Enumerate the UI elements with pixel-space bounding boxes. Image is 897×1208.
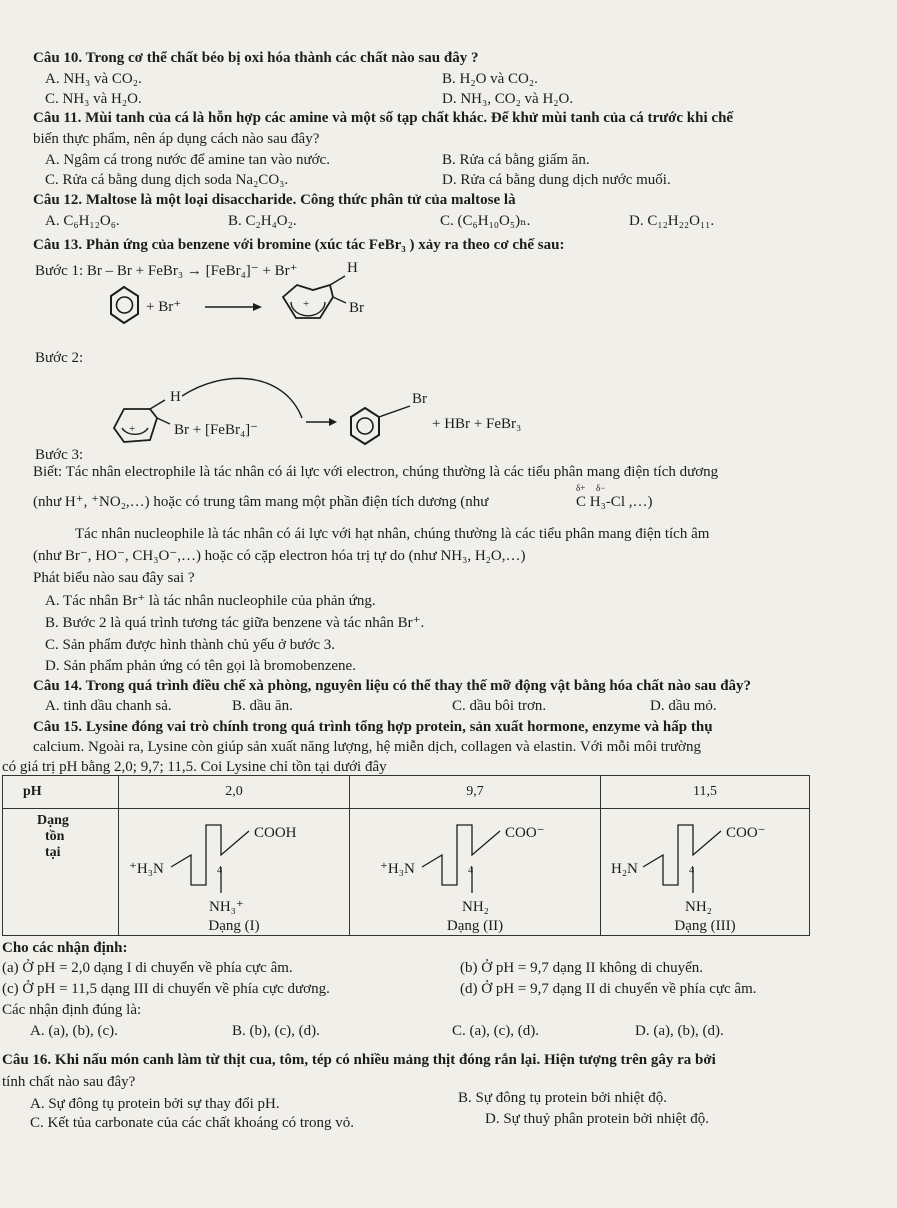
svg-text:NH₃⁺: NH₃⁺ — [209, 899, 244, 915]
svg-text:4: 4 — [468, 865, 473, 876]
svg-text:+: + — [303, 298, 310, 310]
q15-option-c: C. (a), (c), (d). — [452, 1023, 540, 1039]
q13-question: Phát biểu nào sau đây sai ? — [33, 570, 195, 586]
svg-text:COOH: COOH — [254, 825, 297, 841]
q11-stem-line1: Câu 11. Mùi tanh của cá là hỗn hợp các amine và một số tạp chất khác. Để khử mùi tanh của cá trước khi chế — [33, 110, 734, 126]
mechanism-diagram — [0, 0, 897, 470]
q16-stem-line2: tính chất nào sau đây? — [2, 1074, 136, 1090]
q15-statement-a: (a) Ở pH = 2,0 dạng I di chuyển về phía cực âm. — [2, 960, 293, 976]
svg-text:Br: Br — [349, 300, 364, 316]
q13-step1: Bước 1: Br – Br + FeBr₃ → [FeBr₄]⁻ + Br⁺ — [35, 263, 298, 279]
q10-option-a: A. NH₃ và CO₂. — [45, 71, 142, 87]
q12-option-c: C. (C₆H₁₀O₅)ₙ. — [440, 213, 531, 229]
structure-cell-2 — [350, 809, 601, 936]
form-header: Dạng tồn tại — [3, 809, 119, 936]
svg-text:⁺H₃N: ⁺H₃N — [129, 861, 164, 877]
svg-text:4: 4 — [217, 865, 222, 876]
q16-option-b: B. Sự đông tụ protein bởi nhiệt độ. — [458, 1090, 667, 1106]
q13-option-b: B. Bước 2 là quá trình tương tác giữa benzene và tác nhân Br⁺. — [45, 615, 425, 631]
sigma-complex — [283, 260, 364, 318]
q15-statements-intro: Cho các nhận định: — [2, 940, 128, 956]
form-row — [3, 809, 810, 936]
step3-products: + HBr + FeBr₃ — [432, 416, 522, 432]
q13-option-c: C. Sản phẩm được hình thành chủ yếu ở bước 3. — [45, 637, 336, 653]
step3-sigma-complex — [114, 389, 258, 442]
lysine-structure-ii — [350, 809, 600, 921]
structure-cell-3 — [601, 809, 810, 936]
q10-option-d: D. NH₃, CO₂ và H₂O. — [442, 91, 574, 107]
q15-statement-c: (c) Ở pH = 11,5 dạng III di chuyển về phía cực dương. — [2, 981, 330, 997]
form-name-2: Dạng (II) — [446, 918, 504, 934]
svg-text:H₂N: H₂N — [611, 861, 638, 877]
curved-electron-arrow — [182, 378, 302, 418]
q13-info-line4: (như Br⁻, HO⁻, CH₃O⁻,…) hoặc có cặp electron hóa trị tự do (như NH₃, H₂O,…) — [33, 548, 526, 564]
q13-step2-label: Bước 2: — [35, 350, 84, 366]
form-name-1: Dạng (I) — [208, 918, 260, 934]
lysine-structure-iii — [601, 809, 809, 921]
ph-row — [3, 776, 810, 809]
q14-stem: Câu 14. Trong quá trình điều chế xà phòng, nguyên liệu có thể thay thế mỡ động vật bằng hóa chất nào sau đây? — [33, 678, 752, 694]
q15-statement-b: (b) Ở pH = 9,7 dạng II không di chuyển. — [460, 960, 703, 976]
reaction-arrow — [205, 303, 262, 311]
q13-info-line1: Biết: Tác nhân electrophile là tác nhân có ái lực với electron, chúng thường là các tiểu phân mang điện tích dương — [33, 464, 719, 480]
svg-text:COO⁻: COO⁻ — [505, 825, 545, 841]
q13-step3-label: Bước 3: — [35, 447, 84, 463]
q12-option-d: D. C₁₂H₂₂O₁₁. — [629, 213, 715, 229]
lysine-table — [2, 775, 810, 936]
q15-stem-line2: calcium. Ngoài ra, Lysine còn giúp sản xuất năng lượng, hệ miễn dịch, collagen và elastin. Với mỗi môi trường — [33, 739, 701, 755]
q13-info-line3: Tác nhân nucleophile là tác nhân có ái lực với hạt nhân, chúng thường là các tiểu phân mang điện tích âm — [75, 526, 710, 542]
q16-stem-line1: Câu 16. Khi nấu món canh làm từ thịt cua, tôm, tép có nhiều mảng thịt đóng rắn lại. Hiện tượng trên gây ra bởi — [2, 1052, 716, 1068]
q15-stem-line3: có giá trị pH bằng 2,0; 9,7; 11,5. Coi Lysine chỉ tồn tại dưới đây — [2, 759, 387, 775]
q13-option-a: A. Tác nhân Br⁺ là tác nhân nucleophile của phản ứng. — [45, 593, 376, 609]
q11-option-a: A. Ngâm cá trong nước để amine tan vào nước. — [45, 152, 330, 168]
q13-stem: Câu 13. Phản ứng của benzene với bromine (xúc tác FeBr₃ ) xảy ra theo cơ chế sau: — [33, 237, 565, 253]
svg-text:COO⁻: COO⁻ — [726, 825, 766, 841]
q11-option-b: B. Rửa cá bằng giấm ăn. — [442, 152, 590, 168]
ph-value-2: 9,7 — [350, 776, 601, 809]
benzene-ring — [111, 287, 138, 323]
q10-option-c: C. NH₃ và H₂O. — [45, 91, 142, 107]
svg-text:NH₂: NH₂ — [462, 899, 489, 915]
q16-option-a: A. Sự đông tụ protein bởi sự thay đổi pH. — [30, 1096, 280, 1112]
q13-info-line2: (như H⁺, ⁺NO₂,…) hoặc có trung tâm mang một phần điện tích dương (như — [33, 494, 489, 510]
q13-option-d: D. Sản phẩm phản ứng có tên gọi là bromobenzene. — [45, 658, 356, 674]
q14-option-d: D. dầu mỏ. — [650, 698, 717, 714]
q10-option-b: B. H₂O và CO₂. — [442, 71, 538, 87]
q15-statement-d: (d) Ở pH = 9,7 dạng II di chuyển về phía cực âm. — [460, 981, 757, 997]
q16-option-d: D. Sự thuỷ phân protein bởi nhiệt độ. — [485, 1111, 709, 1127]
q13-info-formula: C H₃-Cl ,…) — [576, 494, 653, 510]
step3-arrow — [306, 418, 337, 426]
q12-option-a: A. C₆H₁₂O₆. — [45, 213, 120, 229]
delta-plus: δ+ — [576, 483, 586, 493]
q12-option-b: B. C₂H₄O₂. — [228, 213, 297, 229]
svg-text:4: 4 — [689, 865, 694, 876]
q10-stem: Câu 10. Trong cơ thể chất béo bị oxi hóa thành các chất nào sau đây ? — [33, 50, 479, 66]
q15-stem-line1: Câu 15. Lysine đóng vai trò chính trong quá trình tổng hợp protein, sản xuất hormone, enzyme và hấp thụ — [33, 719, 713, 735]
lysine-structure-i — [119, 809, 349, 921]
q16-option-c: C. Kết tủa carbonate của các chất khoáng có trong vỏ. — [30, 1115, 355, 1131]
q15-option-b: B. (b), (c), (d). — [232, 1023, 320, 1039]
svg-text:Br: Br — [412, 391, 427, 407]
svg-text:H: H — [170, 389, 181, 405]
q14-option-b: B. dầu ăn. — [232, 698, 293, 714]
q11-stem-line2: biến thực phẩm, nên áp dụng cách nào sau đây? — [33, 131, 320, 147]
delta-minus: δ− — [596, 483, 606, 493]
ph-value-1: 2,0 — [119, 776, 350, 809]
structure-cell-1 — [119, 809, 350, 936]
q14-option-c: C. dầu bôi trơn. — [452, 698, 547, 714]
q15-option-d: D. (a), (b), (d). — [635, 1023, 724, 1039]
svg-text:Br + [FeBr₄]⁻: Br + [FeBr₄]⁻ — [174, 422, 259, 438]
svg-text:+: + — [129, 423, 136, 435]
svg-text:NH₂: NH₂ — [685, 899, 712, 915]
q12-stem: Câu 12. Maltose là một loại disaccharide. Công thức phân tử của maltose là — [33, 192, 516, 208]
svg-text:H: H — [347, 260, 358, 276]
q11-option-d: D. Rửa cá bằng dung dịch nước muối. — [442, 172, 671, 188]
bromobenzene — [351, 391, 427, 444]
step2-plus-br: + Br⁺ — [146, 299, 182, 315]
ph-header: pH — [3, 776, 119, 809]
q11-option-c: C. Rửa cá bằng dung dịch soda Na₂CO₃. — [45, 172, 289, 188]
svg-text:⁺H₃N: ⁺H₃N — [380, 861, 415, 877]
q15-question: Các nhận định đúng là: — [2, 1002, 142, 1018]
q15-option-a: A. (a), (b), (c). — [30, 1023, 118, 1039]
form-name-3: Dạng (III) — [674, 918, 736, 934]
ph-value-3: 11,5 — [601, 776, 810, 809]
q14-option-a: A. tinh dầu chanh sả. — [45, 698, 172, 714]
